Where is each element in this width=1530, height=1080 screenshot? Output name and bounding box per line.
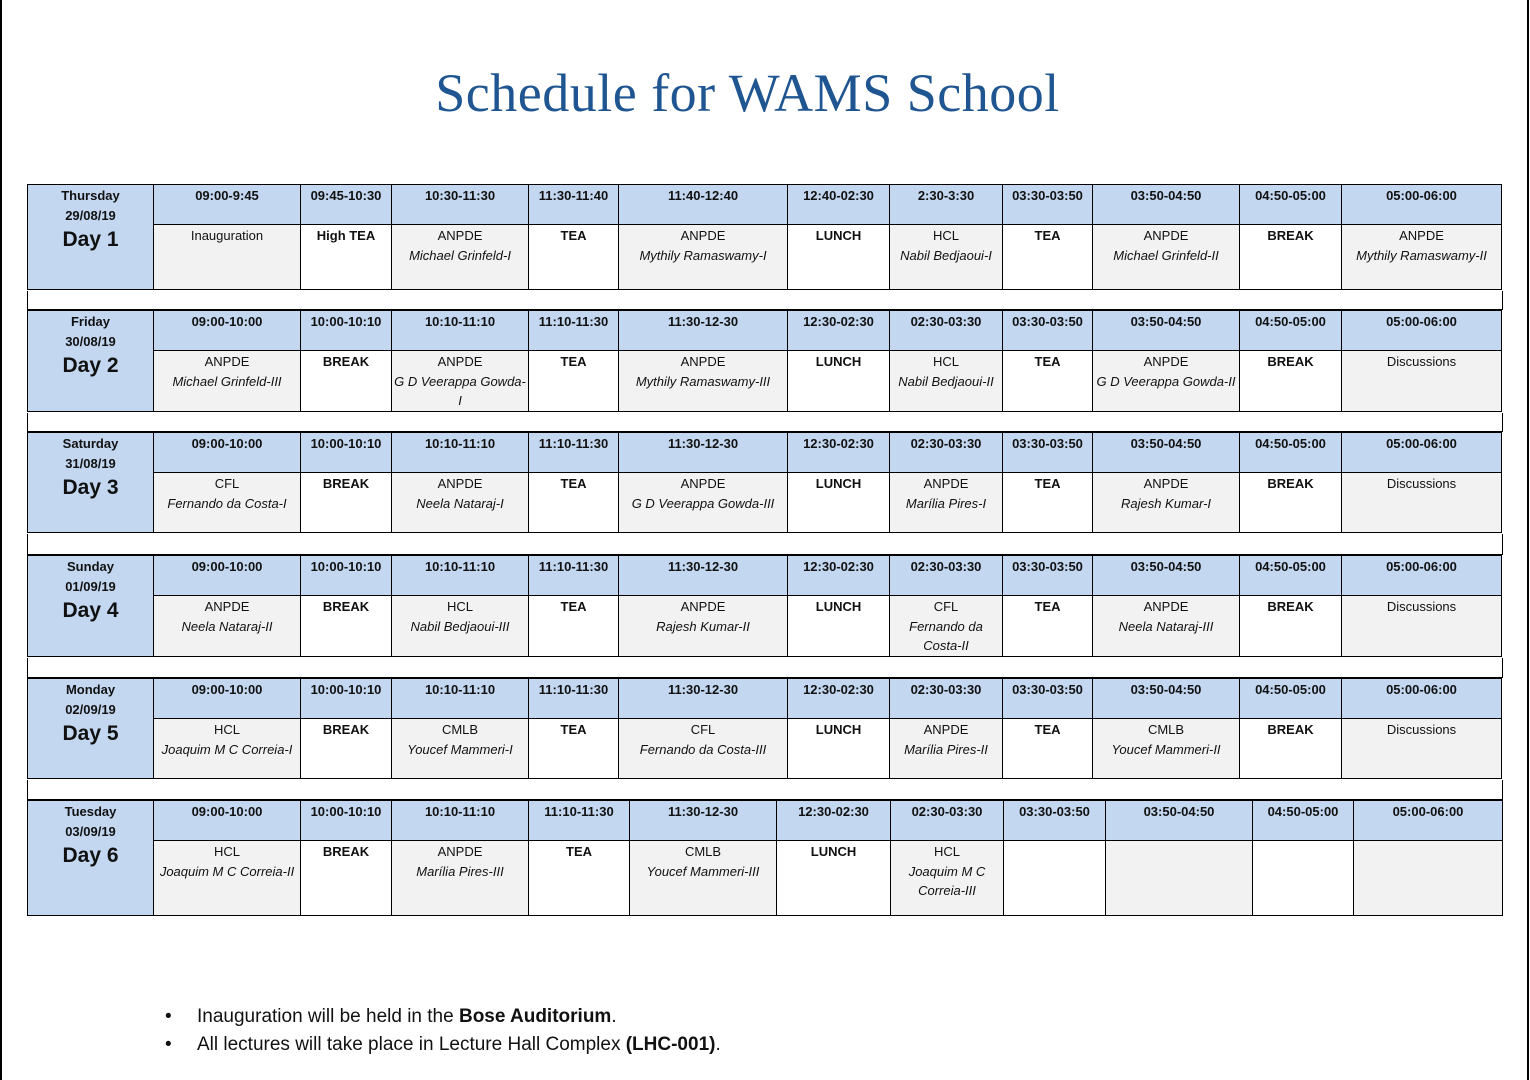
time-slot-header: 11:30-12-30 (619, 433, 788, 473)
course-name: LUNCH (815, 354, 862, 369)
time-slot-header: 10:00-10:10 (301, 556, 392, 596)
day-header-cell (28, 185, 154, 290)
bullet-icon: • (165, 1006, 172, 1027)
course-name: ANPDE (1143, 599, 1189, 614)
day-label: Day 1 (62, 228, 119, 251)
course-name: TEA (560, 228, 587, 243)
time-slot-header: 02:30-03:30 (890, 433, 1003, 473)
day-separator (27, 658, 1503, 678)
page-border-right (1527, 0, 1529, 1080)
page-border-left (0, 0, 2, 1080)
time-slot-header: 11:30-12-30 (619, 679, 788, 719)
time-slot-header: 03:50-04:50 (1093, 556, 1240, 596)
course-name: ANPDE (204, 599, 250, 614)
session-cell (154, 596, 301, 657)
time-slot-header: 03:30-03:50 (1003, 679, 1093, 719)
time-slot-header: 10:00-10:10 (301, 311, 392, 351)
session-cell (619, 596, 788, 657)
course-name: LUNCH (815, 599, 862, 614)
session-cell (392, 841, 529, 916)
course-name: HCL (932, 354, 959, 369)
day-label: Day 4 (62, 599, 119, 622)
date: 29/08/19 (65, 207, 116, 223)
weekday: Tuesday (64, 804, 117, 819)
speaker-name: Marília Pires-II (904, 741, 988, 757)
time-slot-header: 04:50-05:00 (1240, 556, 1342, 596)
session-cell (1093, 719, 1240, 779)
time-slot-header: 10:00-10:10 (301, 679, 392, 719)
speaker-name: Neela Nataraj-I (416, 495, 504, 511)
time-slot-header: 12:40-02:30 (788, 185, 890, 225)
break-cell (788, 225, 890, 290)
session-cell (890, 351, 1003, 412)
break-cell (1003, 719, 1093, 779)
session-cell (1093, 351, 1240, 412)
time-slot-header: 11:30-12-30 (630, 801, 777, 841)
course-name: ANPDE (680, 476, 726, 491)
course-name: CMLB (441, 722, 479, 737)
session-cell (392, 473, 529, 533)
session-cell (891, 841, 1004, 916)
time-slot-header: 05:00-06:00 (1342, 433, 1502, 473)
break-cell (529, 719, 619, 779)
session-cell (154, 473, 301, 533)
speaker-name: Youcef Mammeri-III (646, 863, 760, 879)
break-cell (301, 719, 392, 779)
course-name: TEA (1034, 354, 1061, 369)
time-slot-header: 2:30-3:30 (890, 185, 1003, 225)
date: 03/09/19 (65, 823, 116, 839)
note-inauguration-venue (165, 1003, 721, 1031)
course-name: TEA (1034, 228, 1061, 243)
time-slot-header: 09:00-10:00 (154, 556, 301, 596)
session-cell (154, 719, 301, 779)
course-name: TEA (560, 476, 587, 491)
weekday: Monday (65, 682, 116, 697)
break-cell (529, 841, 630, 916)
time-slot-header: 11:10-11:30 (529, 556, 619, 596)
session-cell (890, 225, 1003, 290)
speaker-name: Mythily Ramaswamy-I (639, 247, 767, 263)
page-title: Schedule for WAMS School (435, 63, 1060, 123)
session-cell (890, 596, 1003, 657)
break-cell (1003, 473, 1093, 533)
course-name: LUNCH (815, 228, 862, 243)
day-label: Day 6 (62, 844, 119, 867)
weekday: Friday (70, 314, 110, 329)
break-cell (301, 225, 392, 290)
day-block-3 (27, 432, 1502, 533)
session-cell (154, 351, 301, 412)
time-slot-header: 05:00-06:00 (1342, 556, 1502, 596)
speaker-name: Fernando da Costa-I (167, 495, 287, 511)
break-cell (529, 225, 619, 290)
speaker-name: Rajesh Kumar-I (1120, 495, 1212, 511)
break-cell (1240, 596, 1342, 657)
course-name: CFL (214, 476, 240, 491)
time-slot-header: 03:50-04:50 (1093, 679, 1240, 719)
day-separator (27, 780, 1503, 800)
time-slot-header: 11:30-12-30 (619, 556, 788, 596)
break-cell (529, 596, 619, 657)
day-header-cell (28, 433, 154, 533)
note-suffix: . (715, 1034, 721, 1055)
session-cell (619, 225, 788, 290)
session-cell (1342, 351, 1502, 412)
weekday: Thursday (61, 188, 120, 203)
course-name: Discussions (1386, 476, 1457, 491)
time-slot-header: 10:00-10:10 (301, 433, 392, 473)
speaker-name: Michael Grinfeld-III (172, 373, 282, 389)
time-slot-header: 09:00-10:00 (154, 679, 301, 719)
time-slot-header: 03:30-03:50 (1003, 556, 1093, 596)
speaker-name: Youcef Mammeri-II (1111, 741, 1221, 757)
time-slot-header: 03:50-04:50 (1093, 433, 1240, 473)
break-cell (301, 351, 392, 412)
day-block-2 (27, 310, 1502, 412)
session-cell (154, 841, 301, 916)
speaker-name: Fernando da Costa-III (639, 741, 767, 757)
course-name: HCL (213, 844, 240, 859)
note-venue: Bose Auditorium (458, 1006, 612, 1027)
speaker-name: Marília Pires-III (416, 863, 504, 879)
time-slot-header: 10:00-10:10 (301, 801, 392, 841)
session-cell (1342, 225, 1502, 290)
course-name: BREAK (1267, 722, 1314, 737)
course-name: TEA (1034, 599, 1061, 614)
day-block-5 (27, 678, 1502, 779)
speaker-name: Nabil Bedjaoui-I (900, 247, 992, 263)
speaker-name: G D Veerappa Gowda-II (1096, 373, 1236, 389)
time-slot-header: 12:30-02:30 (788, 433, 890, 473)
time-slot-header: 12:30-02:30 (788, 311, 890, 351)
course-name: BREAK (1267, 476, 1314, 491)
course-name: ANPDE (680, 228, 726, 243)
session-cell (392, 351, 529, 412)
session-cell (1093, 473, 1240, 533)
course-name: BREAK (322, 844, 370, 859)
time-slot-header: 05:00-06:00 (1342, 679, 1502, 719)
course-name: LUNCH (815, 722, 862, 737)
speaker-name: Youcef Mammeri-I (407, 741, 513, 757)
course-name: LUNCH (810, 844, 857, 859)
course-name: Discussions (1386, 354, 1457, 369)
session-cell (392, 719, 529, 779)
note-text: All lectures will take place in Lecture Hall Complex (197, 1034, 626, 1055)
time-slot-header: 02:30-03:30 (890, 311, 1003, 351)
note-lecture-venue (165, 1031, 721, 1059)
date: 01/09/19 (65, 578, 116, 594)
time-slot-header: 03:30-03:50 (1003, 311, 1093, 351)
break-cell (529, 473, 619, 533)
time-slot-header: 05:00-06:00 (1354, 801, 1503, 841)
time-slot-header: 10:10-11:10 (392, 556, 529, 596)
break-cell (529, 351, 619, 412)
time-slot-header: 09:00-10:00 (154, 801, 301, 841)
course-name: ANPDE (680, 599, 726, 614)
break-cell (1003, 596, 1093, 657)
time-slot-header: 11:10-11:30 (529, 801, 630, 841)
course-name: Discussions (1386, 722, 1457, 737)
day-header-cell (28, 556, 154, 657)
time-slot-header: 02:30-03:30 (890, 556, 1003, 596)
speaker-name: Nabil Bedjaoui-II (898, 373, 994, 389)
day-block-6 (27, 800, 1503, 916)
time-slot-header: 09:00-10:00 (154, 433, 301, 473)
course-name: BREAK (322, 599, 370, 614)
course-name: ANPDE (1143, 476, 1189, 491)
break-cell (301, 596, 392, 657)
note-venue: (LHC-001) (625, 1034, 716, 1055)
time-slot-header: 04:50-05:00 (1240, 311, 1342, 351)
note-text: Inauguration will be held in the (197, 1006, 459, 1027)
course-name: ANPDE (923, 722, 969, 737)
course-name: High TEA (316, 228, 376, 243)
course-name: BREAK (322, 476, 370, 491)
course-name: ANPDE (437, 844, 483, 859)
break-cell (788, 351, 890, 412)
course-name: HCL (932, 228, 959, 243)
time-slot-header: 11:30-12-30 (619, 311, 788, 351)
break-cell (1003, 225, 1093, 290)
session-cell (1093, 596, 1240, 657)
course-name: ANPDE (923, 476, 969, 491)
session-cell (154, 225, 301, 290)
break-cell (788, 596, 890, 657)
break-cell (1240, 351, 1342, 412)
course-name: CFL (690, 722, 716, 737)
session-cell (1342, 719, 1502, 779)
time-slot-header: 09:00-10:00 (154, 311, 301, 351)
time-slot-header: 10:10-11:10 (392, 679, 529, 719)
break-cell (1003, 351, 1093, 412)
course-name: BREAK (1267, 599, 1314, 614)
course-name: Discussions (1386, 599, 1457, 614)
session-cell (630, 841, 777, 916)
day-header-cell (28, 679, 154, 779)
day-label: Day 5 (62, 722, 119, 745)
empty-session-cell (1354, 841, 1503, 916)
empty-session-cell (1004, 841, 1106, 916)
time-slot-header: 12:30-02:30 (788, 679, 890, 719)
break-cell (301, 473, 392, 533)
time-slot-header: 03:30-03:50 (1003, 185, 1093, 225)
session-cell (890, 719, 1003, 779)
session-cell (619, 473, 788, 533)
course-name: BREAK (1267, 354, 1314, 369)
speaker-name: Mythily Ramaswamy-III (635, 373, 771, 389)
day-label: Day 3 (62, 476, 119, 499)
course-name: LUNCH (815, 476, 862, 491)
time-slot-header: 02:30-03:30 (891, 801, 1004, 841)
speaker-name: Rajesh Kumar-II (656, 618, 750, 634)
break-cell (1240, 473, 1342, 533)
course-name: HCL (213, 722, 240, 737)
day-header-cell (28, 311, 154, 412)
time-slot-header: 12:30-02:30 (788, 556, 890, 596)
course-name: ANPDE (680, 354, 726, 369)
course-name: HCL (446, 599, 473, 614)
course-name: CFL (933, 599, 959, 614)
time-slot-header: 05:00-06:00 (1342, 311, 1502, 351)
session-cell (1342, 473, 1502, 533)
session-cell (1342, 596, 1502, 657)
time-slot-header: 12:30-02:30 (777, 801, 891, 841)
day-block-4 (27, 555, 1502, 657)
weekday: Sunday (67, 559, 114, 574)
speaker-name: Michael Grinfeld-II (1113, 247, 1219, 263)
break-cell (777, 841, 891, 916)
session-cell (890, 473, 1003, 533)
course-name: HCL (933, 844, 960, 859)
empty-session-cell (1253, 841, 1354, 916)
course-name: TEA (560, 722, 587, 737)
time-slot-header: 04:50-05:00 (1253, 801, 1354, 841)
day-separator (27, 413, 1503, 432)
speaker-name: Joaquim M C Correia-III (908, 863, 986, 898)
time-slot-header: 11:10-11:30 (529, 311, 619, 351)
course-name: TEA (1034, 722, 1061, 737)
break-cell (1240, 225, 1342, 290)
speaker-name: Neela Nataraj-III (1118, 618, 1214, 634)
date: 02/09/19 (65, 701, 116, 717)
session-cell (1093, 225, 1240, 290)
course-name: ANPDE (1399, 228, 1444, 243)
time-slot-header: 10:30-11:30 (392, 185, 529, 225)
time-slot-header: 02:30-03:30 (890, 679, 1003, 719)
day-header-cell (28, 801, 154, 916)
notes-list (165, 1003, 721, 1059)
course-name: BREAK (322, 722, 370, 737)
day-block-1 (27, 184, 1502, 290)
date: 30/08/19 (65, 333, 116, 349)
time-slot-header: 03:50-04:50 (1106, 801, 1253, 841)
break-cell (788, 719, 890, 779)
time-slot-header: 09:00-9:45 (154, 185, 301, 225)
course-name: ANPDE (437, 476, 483, 491)
date: 31/08/19 (65, 455, 116, 471)
bullet-icon: • (165, 1034, 172, 1055)
session-cell (392, 225, 529, 290)
break-cell (301, 841, 392, 916)
course-name: TEA (566, 844, 592, 859)
course-name: TEA (560, 599, 587, 614)
session-cell (392, 596, 529, 657)
speaker-name: Joaquim M C Correia-II (159, 863, 295, 879)
course-name: Inauguration (190, 228, 264, 243)
course-name: BREAK (322, 354, 370, 369)
course-name: ANPDE (1143, 228, 1189, 243)
speaker-name: G D Veerappa Gowda-III (631, 495, 775, 511)
day-label: Day 2 (62, 354, 119, 377)
course-name: ANPDE (1143, 354, 1189, 369)
time-slot-header: 11:40-12:40 (619, 185, 788, 225)
speaker-name: Joaquim M C Correia-I (161, 741, 293, 757)
course-name: CMLB (684, 844, 722, 859)
time-slot-header: 11:30-11:40 (529, 185, 619, 225)
day-separator (27, 291, 1503, 310)
speaker-name: Marília Pires-I (905, 495, 987, 511)
time-slot-header: 03:50-04:50 (1093, 311, 1240, 351)
course-name: BREAK (1267, 228, 1314, 243)
session-cell (619, 719, 788, 779)
course-name: ANPDE (437, 228, 483, 243)
speaker-name: Mythily Ramaswamy-II (1356, 247, 1487, 263)
time-slot-header: 10:10-11:10 (392, 311, 529, 351)
course-name: ANPDE (437, 354, 483, 369)
time-slot-header: 04:50-05:00 (1240, 433, 1342, 473)
speaker-name: G D Veerappa Gowda-I (394, 373, 526, 408)
speaker-name: Michael Grinfeld-I (409, 247, 511, 263)
time-slot-header: 03:50-04:50 (1093, 185, 1240, 225)
time-slot-header: 03:30-03:50 (1004, 801, 1106, 841)
empty-session-cell (1106, 841, 1253, 916)
course-name: ANPDE (204, 354, 250, 369)
speaker-name: Fernando da Costa-II (909, 618, 983, 653)
time-slot-header: 10:10-11:10 (392, 801, 529, 841)
time-slot-header: 05:00-06:00 (1342, 185, 1502, 225)
time-slot-header: 11:10-11:30 (529, 433, 619, 473)
time-slot-header: 09:45-10:30 (301, 185, 392, 225)
weekday: Saturday (62, 436, 119, 451)
break-cell (1240, 719, 1342, 779)
time-slot-header: 10:10-11:10 (392, 433, 529, 473)
break-cell (788, 473, 890, 533)
day-separator (27, 534, 1503, 555)
speaker-name: Neela Nataraj-II (181, 618, 273, 634)
time-slot-header: 11:10-11:30 (529, 679, 619, 719)
time-slot-header: 04:50-05:00 (1240, 679, 1342, 719)
course-name: TEA (560, 354, 587, 369)
session-cell (619, 351, 788, 412)
speaker-name: Nabil Bedjaoui-III (410, 618, 510, 634)
time-slot-header: 04:50-05:00 (1240, 185, 1342, 225)
course-name: CMLB (1147, 722, 1185, 737)
time-slot-header: 03:30-03:50 (1003, 433, 1093, 473)
course-name: TEA (1034, 476, 1061, 491)
note-suffix: . (611, 1006, 617, 1027)
